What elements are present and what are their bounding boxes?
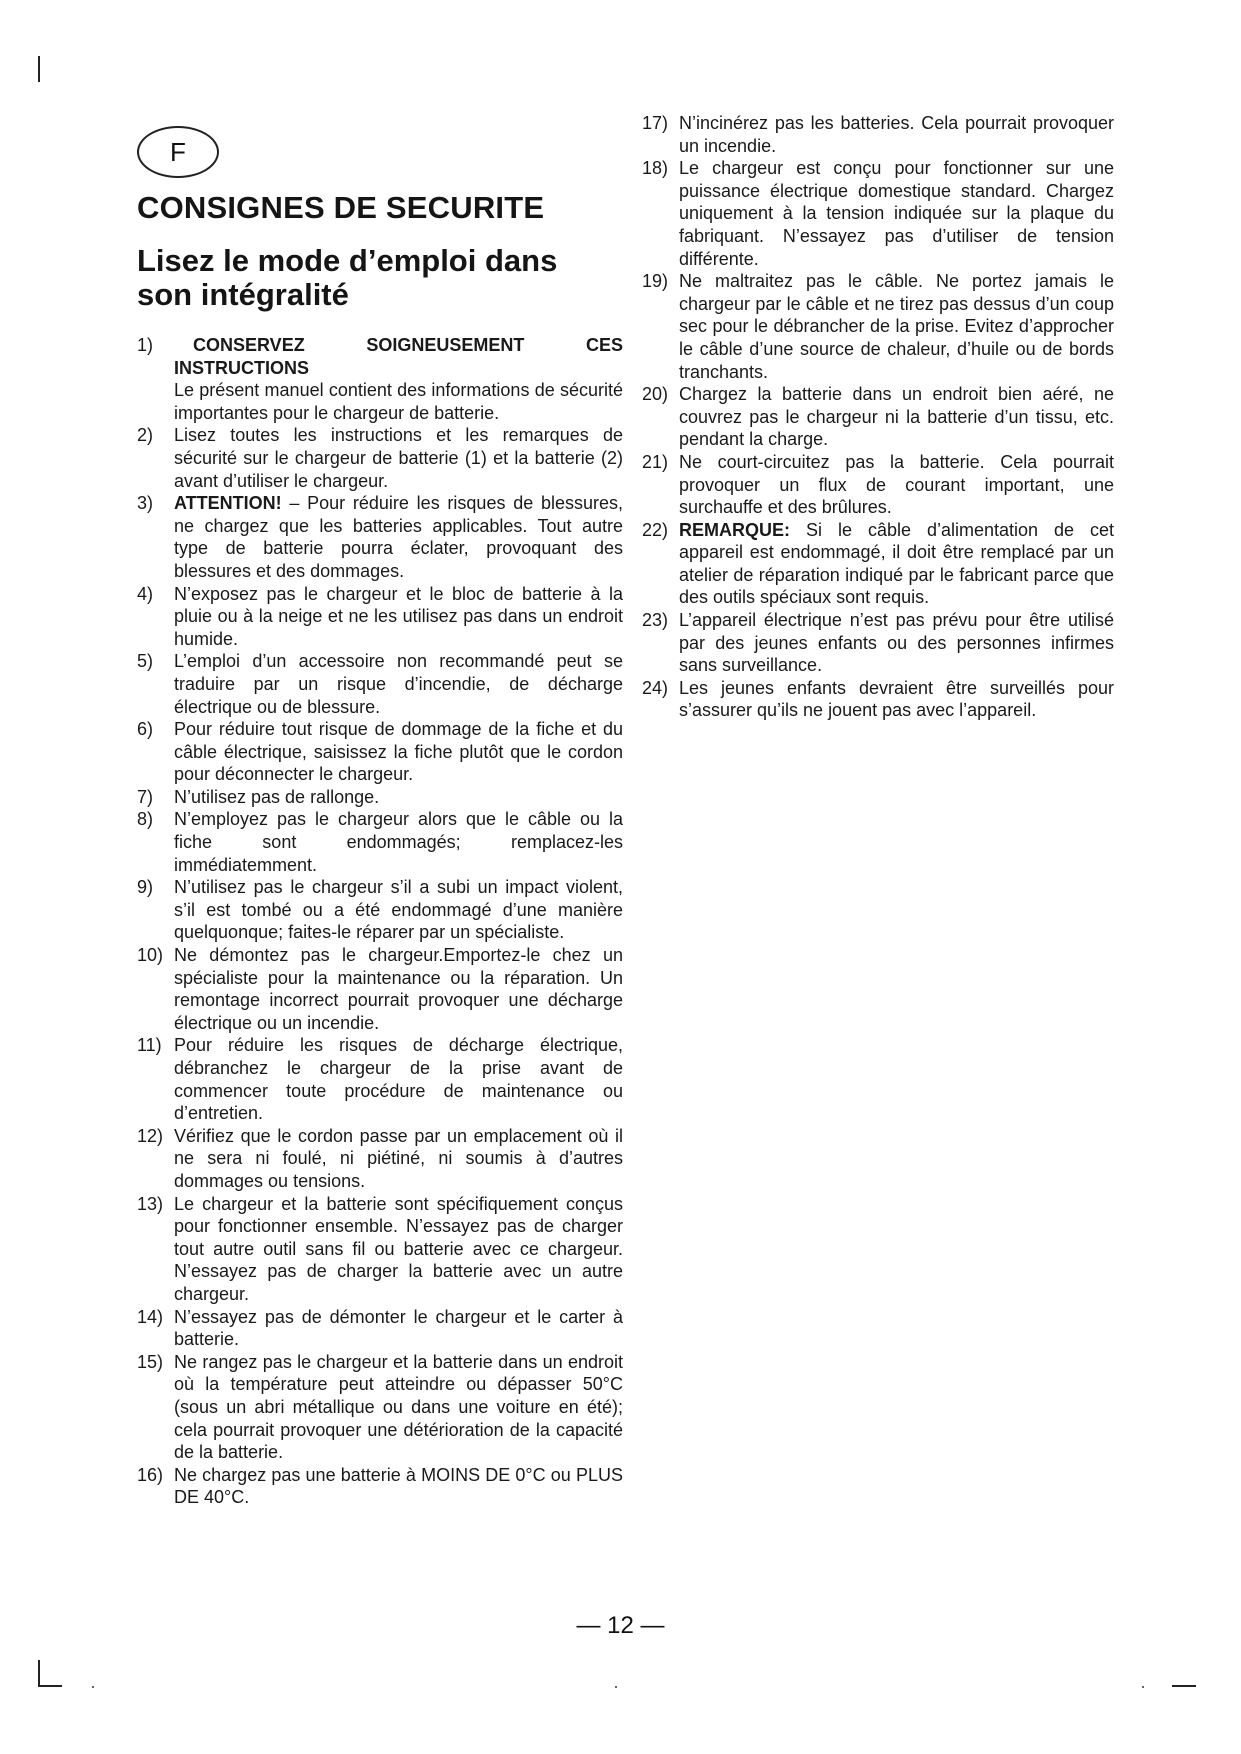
list-item [642, 112, 1114, 157]
language-badge: F [137, 126, 219, 178]
crop-mark-top-left [38, 56, 40, 82]
item-number: 3) [137, 493, 154, 514]
heading-word: CONSERVEZ [193, 335, 305, 355]
item-text: Ne démontez pas le chargeur.Emportez-le chez un spécialiste pour la maintenance ou la réparation. Un remontage incorrect pourrait provoquer une décharge électrique ou un incendie. [174, 945, 623, 1033]
list-item [642, 157, 1114, 270]
list-item [642, 609, 1114, 677]
right-column [642, 112, 1114, 722]
item-emphasis: REMARQUE: [679, 519, 790, 540]
item-text: Pour réduire tout risque de dommage de la fiche et du câble électrique, saisissez la fiche plutôt que le cordon pour déconnecter le chargeur. [174, 719, 623, 785]
item-number: 9) [137, 877, 154, 898]
item-text: N’essayez pas de démonter le chargeur et le carter à batterie. [174, 1306, 623, 1350]
registration-dot [615, 1686, 617, 1688]
crop-mark-bottom-right [1172, 1685, 1196, 1687]
item-text: Pour réduire les risques de décharge électrique, débranchez le chargeur de la prise avant de commencer toute procédure de maintenance ou d’entretien. [174, 1035, 623, 1124]
crop-mark-bottom-left-vertical [38, 1660, 40, 1686]
item-text: N’incinérez pas les batteries. Cela pourrait provoquer un incendie. [679, 113, 1114, 156]
item-text: N’utilisez pas de rallonge. [174, 786, 380, 807]
registration-dot [92, 1686, 94, 1688]
list-item [137, 424, 623, 492]
item-text: Si le câble d’alimentation de cet appareil est endommagé, il doit être remplacé par un atelier de réparation indiqué par le fabricant parce que des outils spéciaux sont requis. [679, 519, 1114, 608]
item-number: 20) [642, 384, 669, 405]
item-emphasis: ATTENTION! [174, 493, 282, 514]
item-text: Chargez la batterie dans un endroit bien aéré, ne couvrez pas le chargeur ni la batterie d’un tissu, etc. pendant la charge. [679, 384, 1114, 450]
left-column [137, 334, 623, 1509]
registration-dot [1142, 1686, 1144, 1688]
item-number: 18) [642, 158, 669, 179]
item-number: 6) [137, 719, 154, 740]
item-number: 12) [137, 1125, 164, 1146]
list-item [137, 1464, 623, 1509]
list-item [137, 650, 623, 718]
item-number: 13) [137, 1193, 164, 1214]
item-number: 2) [137, 425, 154, 446]
item-number: 5) [137, 651, 154, 672]
list-item [137, 1034, 623, 1124]
item-number: 8) [137, 809, 154, 830]
list-item [137, 944, 623, 1034]
list-item [137, 718, 623, 786]
item-number: 24) [642, 677, 669, 698]
item-text: Ne court-circuitez pas la batterie. Cela pourrait provoquer un flux de courant important, une surchauffe et des brûlures. [679, 451, 1114, 518]
list-item [137, 583, 623, 651]
list-item [137, 492, 623, 582]
heading-continuation: INSTRUCTIONS [174, 357, 309, 378]
list-item [137, 808, 623, 876]
item-text: Lisez toutes les instructions et les remarques de sécurité sur le chargeur de batterie (1) et la batterie (2) avant d’utiliser le chargeur. [174, 425, 623, 491]
item-text: Les jeunes enfants devraient être surveillés pour s’assurer qu’ils ne jouent pas avec l’appareil. [679, 677, 1114, 721]
item-number: 16) [137, 1464, 164, 1485]
list-item [642, 383, 1114, 451]
list-item [137, 1193, 623, 1306]
crop-mark-bottom-left-horizontal [38, 1685, 62, 1687]
item-number: 21) [642, 451, 669, 472]
page-number: — 12 — [576, 1612, 665, 1639]
item-text: L’emploi d’un accessoire non recommandé peut se traduire par un risque d’incendie, de décharge électrique ou de blessure. [174, 651, 623, 717]
item-text: N’utilisez pas le chargeur s’il a subi un impact violent, s’il est tombé ou a été endommagé d’une manière quelquonque; faites-le réparer par un spécialiste. [174, 877, 623, 943]
item-number: 17) [642, 113, 669, 133]
item-number: 7) [137, 786, 154, 807]
list-item [137, 334, 623, 424]
item-number: 10) [137, 945, 164, 966]
item-number: 4) [137, 583, 154, 604]
list-item [642, 451, 1114, 519]
item-number: 11) [137, 1035, 162, 1056]
item-text: Le présent manuel contient des informations de sécurité importantes pour le chargeur de batterie. [174, 380, 623, 423]
item-text: Ne rangez pas le chargeur et la batterie dans un endroit où la température peut atteindre ou dépasser 50°C (sous un abri métallique ou dans une voiture en été); cela pourrait provoquer une détérioration de la capacité de la batterie. [174, 1351, 623, 1463]
item-text: Ne maltraitez pas le câble. Ne portez jamais le chargeur par le câble et ne tirez pas dessus d’un coup sec pour le débrancher de la prise. Evitez d’approcher le câble d’une source de chaleur, d’huile ou de bords tranchants. [679, 271, 1114, 382]
item-heading [174, 334, 623, 357]
item-text: Ne chargez pas une batterie à MOINS DE 0°C ou PLUS DE 40°C. [174, 1464, 623, 1508]
item-number: 19) [642, 271, 669, 292]
item-number: 14) [137, 1306, 164, 1327]
item-text: Vérifiez que le cordon passe par un emplacement où il ne sera ni foulé, ni piétiné, ni soumis à d’autres dommages ou tensions. [174, 1125, 623, 1191]
list-item [137, 876, 623, 944]
page-subtitle: Lisez le mode d’emploi dans son intégralité [137, 243, 558, 312]
item-text: Le chargeur est conçu pour fonctionner sur une puissance électrique domestique standard. Chargez uniquement à la tension indiquée sur la plaque du fabriquant. N’essayez pas d’utiliser de tension différente. [679, 158, 1114, 269]
page-title: CONSIGNES DE SECURITE [137, 190, 545, 225]
item-text: N’employez pas le chargeur alors que le câble ou la fiche sont endommagés; remplacez-les immédiatemment. [174, 809, 623, 875]
list-item [137, 1351, 623, 1464]
item-text: Le chargeur et la batterie sont spécifiquement conçus pour fonctionner ensemble. N’essayez pas de charger tout autre outil sans fil ou batterie avec ce chargeur. N’essayez pas de charger la batterie avec un autre chargeur. [174, 1193, 623, 1304]
item-text: L’appareil électrique n’est pas prévu pour être utilisé par des jeunes enfants ou des personnes infirmes sans surveillance. [679, 610, 1114, 676]
list-item [137, 1306, 623, 1351]
list-item [137, 1125, 623, 1193]
item-number: 22) [642, 519, 669, 540]
item-number: 15) [137, 1351, 164, 1372]
item-text: N’exposez pas le chargeur et le bloc de batterie à la pluie ou à la neige et ne les utilisez pas dans un endroit humide. [174, 583, 623, 649]
list-item [642, 519, 1114, 609]
list-item [642, 677, 1114, 722]
heading-word: CES [585, 335, 623, 355]
list-item [642, 270, 1114, 383]
item-number: 1) [137, 335, 154, 355]
item-number: 23) [642, 610, 669, 631]
list-item [137, 786, 623, 809]
heading-word: SOIGNEUSEMENT [366, 335, 525, 355]
item-text: – Pour réduire les risques de blessures, ne chargez que les batteries applicables. Tout autre type de batterie pourra éclater, provoquant des blessures et des dommages. [174, 493, 623, 581]
